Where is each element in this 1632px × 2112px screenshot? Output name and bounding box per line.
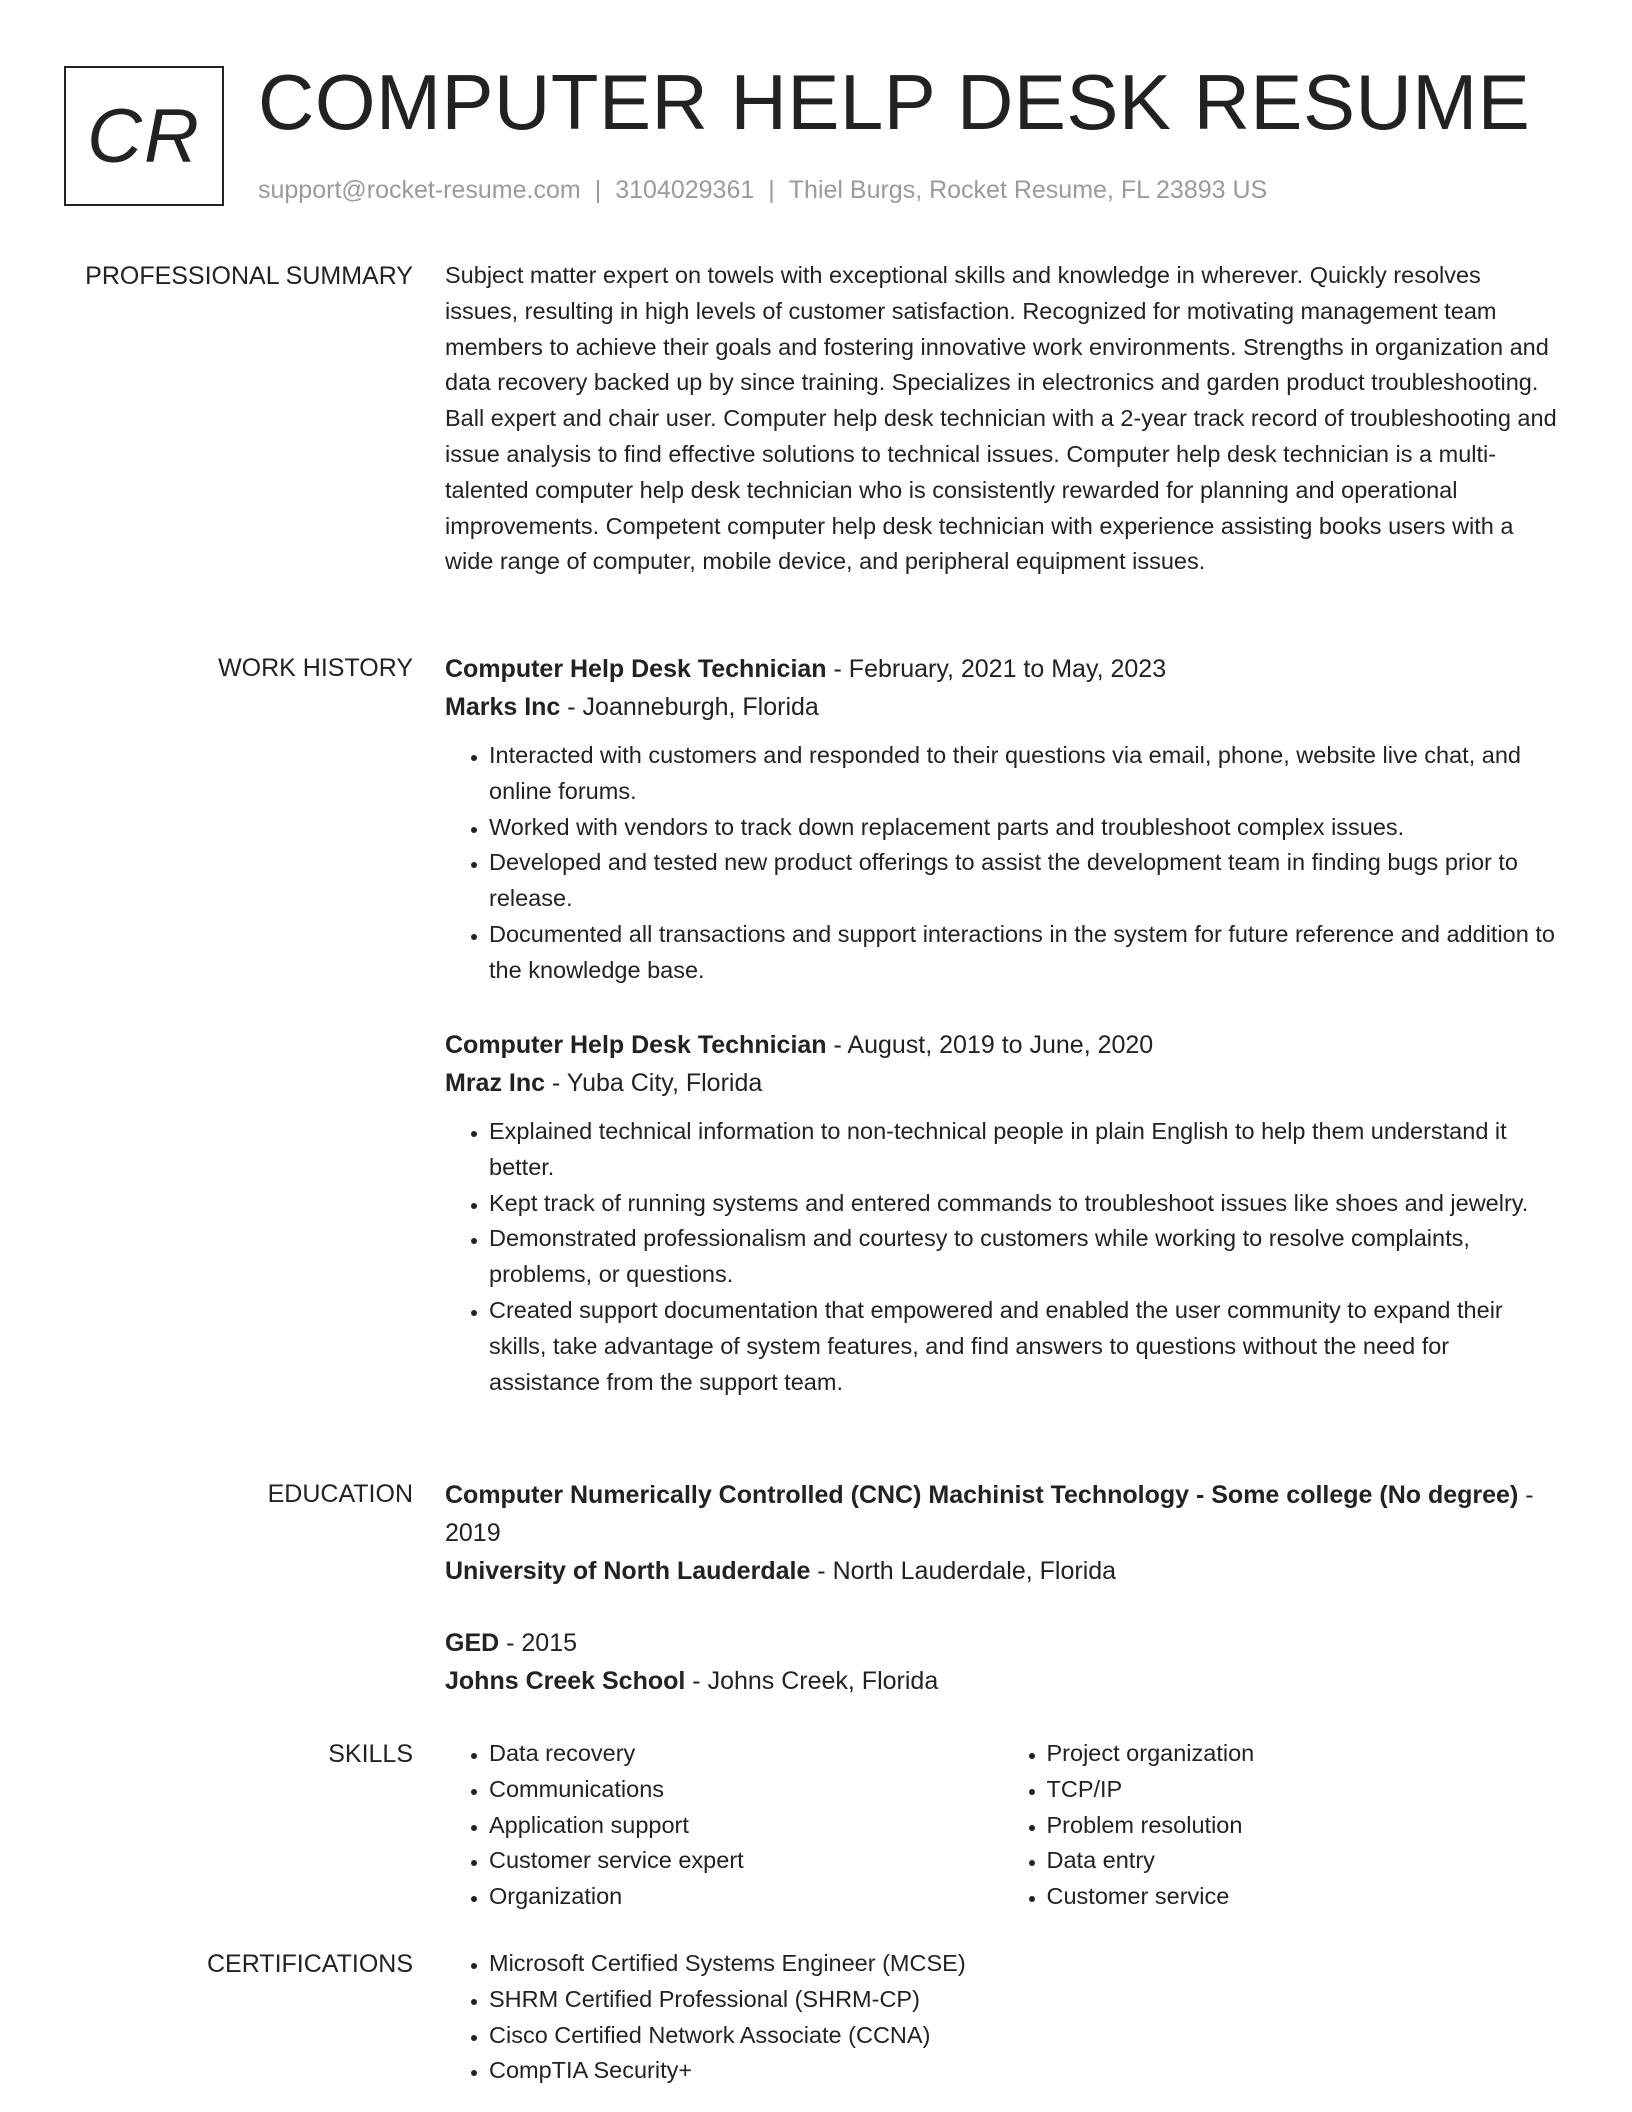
skills-grid — [445, 1736, 1560, 1915]
contact-separator: | — [768, 176, 775, 204]
list-item: • Demonstrated professionalism and courtesy to customers while working to resolve complaints, problems, or questions. — [489, 1221, 1560, 1293]
degree-name: Computer Numerically Controlled (CNC) Machinist Technology - Some college (No degree) — [445, 1481, 1519, 1509]
list-item: • Problem resolution — [1047, 1808, 1561, 1844]
education-school — [445, 1662, 1560, 1700]
section-heading: EDUCATION — [267, 1480, 413, 1508]
school-location: - Johns Creek, Florida — [685, 1667, 939, 1695]
job-heading — [445, 1026, 1560, 1064]
list-item: • Customer service — [1047, 1879, 1561, 1915]
contact-address: Thiel Burgs, Rocket Resume, FL 23893 US — [788, 176, 1268, 204]
resume-title: COMPUTER HELP DESK RESUME — [258, 58, 1531, 146]
contact-line — [258, 172, 1267, 208]
job-entry — [445, 650, 1560, 989]
education-entry — [445, 1476, 1560, 1590]
job-heading — [445, 650, 1560, 688]
list-item: • Cisco Certified Network Associate (CCNA) — [489, 2018, 1560, 2054]
list-item: • Organization — [489, 1879, 1003, 1915]
monogram-initials: CR — [87, 93, 201, 179]
skills-column-right — [1003, 1736, 1561, 1915]
job-dates: - August, 2019 to June, 2020 — [826, 1031, 1154, 1059]
section-heading: SKILLS — [328, 1740, 413, 1768]
certifications-list — [445, 1946, 1560, 2089]
job-employer — [445, 688, 1560, 726]
company-name: Mraz Inc — [445, 1069, 546, 1097]
monogram-box — [64, 66, 224, 206]
school-name: University of North Lauderdale — [445, 1557, 811, 1585]
section-heading: CERTIFICATIONS — [206, 1950, 413, 1978]
degree-year: - 2015 — [499, 1629, 578, 1657]
company-name: Marks Inc — [445, 693, 561, 721]
list-item: • Explained technical information to non-technical people in plain English to help them understand it better. — [489, 1114, 1560, 1186]
job-employer — [445, 1064, 1560, 1102]
contact-phone: 3104029361 — [615, 176, 755, 204]
education-heading — [445, 1624, 1560, 1662]
list-item: • CompTIA Security+ — [489, 2053, 1560, 2089]
section-heading: WORK HISTORY — [218, 654, 413, 682]
list-item: • Microsoft Certified Systems Engineer (MCSE) — [489, 1946, 1560, 1982]
contact-separator: | — [594, 176, 602, 204]
list-item: • Data recovery — [489, 1736, 1003, 1772]
list-item: • Documented all transactions and support interactions in the system for future reference and addition to the knowledge base. — [489, 917, 1560, 989]
list-item: • Kept track of running systems and entered commands to troubleshoot issues like shoes and jewelry. — [489, 1186, 1560, 1222]
list-item: • Data entry — [1047, 1843, 1561, 1879]
list-item: • Customer service expert — [489, 1843, 1003, 1879]
skills-column-left — [445, 1736, 1003, 1915]
job-bullets — [445, 738, 1560, 989]
education-heading — [445, 1476, 1560, 1552]
degree-name: GED — [445, 1629, 500, 1657]
list-item: • Worked with vendors to track down replacement parts and troubleshoot complex issues. — [489, 810, 1560, 846]
degree-year: - 2019 — [445, 1481, 1534, 1547]
list-item: • Application support — [489, 1808, 1003, 1844]
summary-paragraph: Subject matter expert on towels with exceptional skills and knowledge in wherever. Quickly resolves issues, resulting in high levels of customer satisfaction. Recognized for motivating management team members to achieve their goals and fostering innovative work environments. Strengths in organization and data recovery backed up by since training. Specializes in electronics and garden product troubleshooting. Ball expert and chair user. Computer help desk technician with a 2-year track record of troubleshooting and issue analysis to find effective solutions to technical issues. Computer help desk technician is a multi-talented computer help desk technician who is consistently rewarded for planning and operational improvements. Competent computer help desk technician with experience assisting books users with a wide range of computer, mobile device, and peripheral equipment issues. — [445, 262, 1557, 575]
list-item: • Developed and tested new product offerings to assist the development team in finding bugs prior to release. — [489, 845, 1560, 917]
school-location: - North Lauderdale, Florida — [810, 1557, 1117, 1585]
job-title: Computer Help Desk Technician — [445, 655, 827, 683]
job-entry — [445, 1026, 1560, 1400]
list-item: • SHRM Certified Professional (SHRM-CP) — [489, 1982, 1560, 2018]
section-body — [445, 258, 1560, 580]
contact-email: support@rocket-resume.com — [258, 176, 581, 204]
list-item: • Project organization — [1047, 1736, 1561, 1772]
section-body — [445, 1946, 1560, 2089]
section-body — [445, 1736, 1560, 1915]
job-bullets — [445, 1114, 1560, 1400]
list-item: • Created support documentation that empowered and enabled the user community to expand their skills, take advantage of system features, and find answers to questions without the need for assistance from the support team. — [489, 1293, 1560, 1400]
school-name: Johns Creek School — [445, 1667, 686, 1695]
list-item: • Communications — [489, 1772, 1003, 1808]
list-item: • Interacted with customers and responded to their questions via email, phone, website live chat, and online forums. — [489, 738, 1560, 810]
job-dates: - February, 2021 to May, 2023 — [826, 655, 1167, 683]
education-entry — [445, 1624, 1560, 1700]
job-title: Computer Help Desk Technician — [445, 1031, 827, 1059]
section-heading: PROFESSIONAL SUMMARY — [85, 262, 413, 290]
list-item: • TCP/IP — [1047, 1772, 1561, 1808]
company-location: - Joanneburgh, Florida — [560, 693, 819, 721]
education-school — [445, 1552, 1560, 1590]
company-location: - Yuba City, Florida — [545, 1069, 763, 1097]
